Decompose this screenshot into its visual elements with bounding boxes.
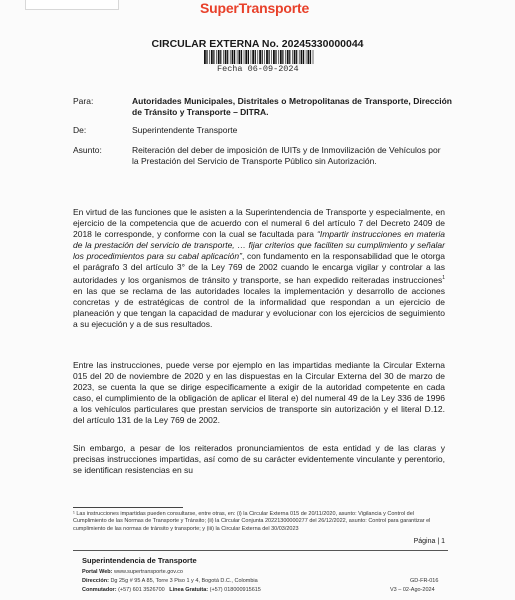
footnote: ¹ Las instrucciones impartidas pueden consultarse, entre otras, en: (i) la Circular Externa 015 de 20/11/2020, asunto: Vigilancia y Control del Cumplimiento de las Normas de Transporte y Tránsito; (ii) la Circular Conjunta 20221300000277 del 26/12/2022, asunto: Control para garantizar el cumplimiento de las normas de tránsito y transporte; y (iii) la Circular Externa del 30/03/2023 [73, 511, 431, 532]
footer-org: Superintendencia de Transporte [82, 556, 197, 565]
body-paragraph-1 [73, 207, 445, 330]
top-frame [25, 0, 119, 10]
body-paragraph-3: Sin embargo, a pesar de los reiterados pronunciamientos de esta entidad y de las claras y precisas instrucciones impartidas, así como de su carácter evidentemente vinculante y perentorio, se identifican resistencias en su [73, 443, 445, 475]
p1-text-c: en las que se reclama de las autoridades locales la implementación y desarrollo de acciones concretas y de estratégicas de control de la informalidad que respondan a un ejercicio de planeación y que tengan la capacidad de madurar y evolucionar con los ejercicios de seguimiento a su ejecución y a de sus resultados. [73, 285, 445, 329]
footer-address: Dirección: Dg 25g # 95 A 85, Torre 3 Piso 1 y 4, Bogotá D.C., Colombia [82, 578, 258, 584]
footnote-ref: 1 [442, 275, 445, 281]
footer-form-code: GD-FR-016 [410, 578, 439, 584]
barcode [204, 50, 316, 64]
body-paragraph-2: Entre las instrucciones, puede verse por ejemplo en las impartidas mediante la Circular Externa 015 del 20 de noviembre de 2020 y en las dispuestas en la Circular Externa del 30 de marzo de 2023, se cuenta la que se dirige especificamente a exigir de la autoridad competente en cada caso, el cumplimiento de la obligación de aplicar el literal e) del numeral 49 de la Ley 336 de 1996 a los vehículos particulares que prestan servicios de transporte sin autorización y el literal D.12. del artículo 131 de la Ley 769 de 2002. [73, 360, 445, 425]
footer-phone: Conmutador: (+57) 601 3526700 Línea Gratuita: (+57) 018000915615 [82, 587, 261, 593]
footer-version: V3 – 02-Ago-2024 [390, 587, 435, 593]
footer-web: Portal Web: www.supertransporte.gov.co [82, 569, 183, 575]
brand-logo: SuperTransporte [200, 0, 310, 16]
para-label: Para: [73, 96, 94, 106]
footer-divider [73, 550, 448, 551]
p1-quote: “Impartir instrucciones en materia de la prestación del servicio de transporte, … fijar criterios que faciliten su cumplimiento y señalar los procedimientos para su cabal aplicación” [73, 229, 445, 261]
circular-number: CIRCULAR EXTERNA No. 20245330000044 [151, 38, 364, 50]
de-label: De: [73, 125, 87, 135]
de-value: Superintendente Transporte [132, 125, 238, 135]
asunto-label: Asunto: [73, 145, 102, 155]
page-number: Página | 1 [413, 538, 445, 545]
p1-text-b: , con fundamento en la responsabilidad que le otorga el parágrafo 3 del artículo 3° de la Ley 769 de 2002 cuando le encarga vigilar y controlar a las autoridades y los organismos de tránsito y transporte, se han expedido reiteradas instrucciones [73, 251, 445, 285]
footnote-separator [73, 507, 183, 508]
circular-date: Fecha 06-09-2024 [217, 64, 299, 74]
para-value: Autoridades Municipales, Distritales o Metropolitanas de Transporte, Dirección de Tránsito y Transporte – DITRA. [132, 96, 452, 117]
p1-text-a: En virtud de las funciones que le asisten a la Superintendencia de Transporte y especialmente, en ejercicio de la competencia que de acuerdo con el numeral 6 del artículo 7 del Decreto 2409 de 2018 le corresponde, y conforme con la cual se facultada para [73, 207, 445, 239]
asunto-value: Reiteración del deber de imposición de IUITs y de Inmovilización de Vehículos por la Prestación del Servicio de Transporte Público sin Autorización. [132, 145, 441, 166]
